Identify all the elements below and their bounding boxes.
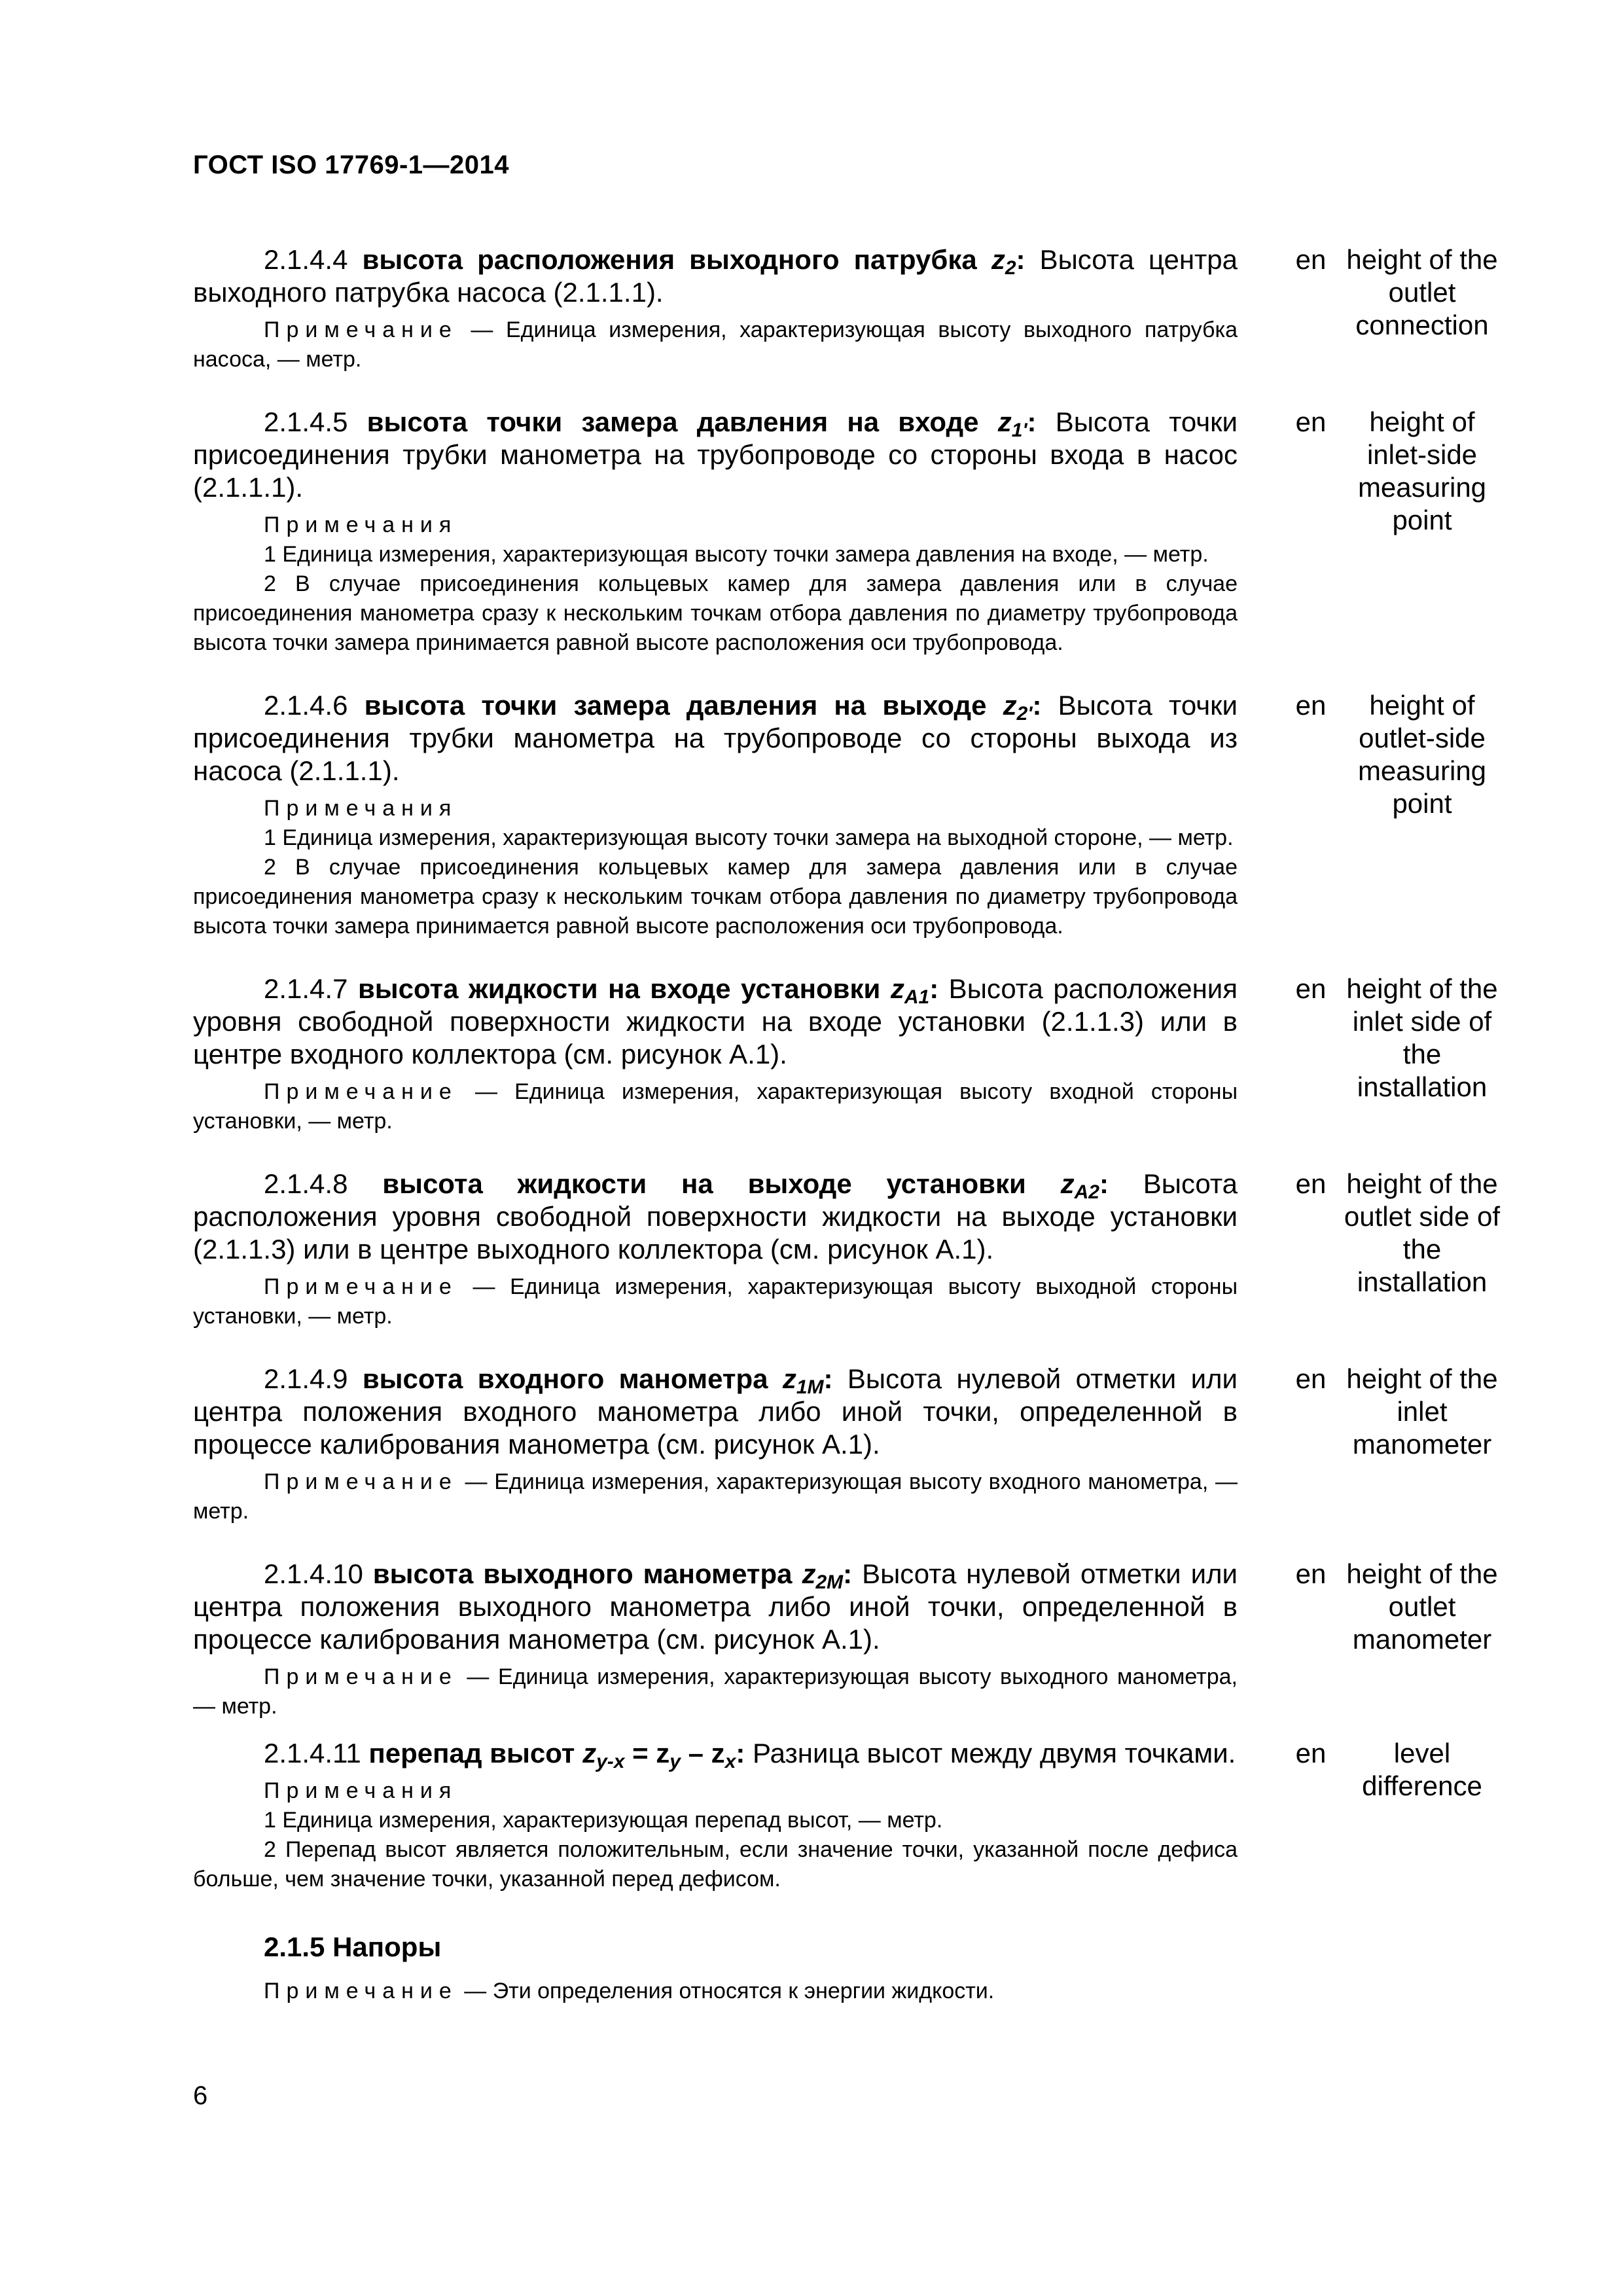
english-term: height of outlet-side measuring point [1357,690,1487,819]
language-code: en [1295,973,1327,1004]
term-definition: 2.1.4.11 перепад высот $z_{y-x} = z_y - z_x$: Разница высот между двумя точками. [264,1738,1236,1772]
language-code: en [1295,1168,1327,1199]
english-term: level difference [1362,1738,1482,1801]
term-note: 2 Перепад высот является положительным, если значение точки, указанной после дефиса больше, чем значение точки, указанной перед дефисом. [193,1837,1238,1892]
document-header: ГОСТ ISO 17769-1—2014 [193,151,509,179]
term-note: 2 В случае присоединения кольцевых камер для замера давления или в случае присоединения манометра сразу к нескольким точкам отбора давления по диаметру трубопровода высота точки замера принимается равной высоте расположения оси трубопровода. [193,571,1238,655]
term-entry [193,406,1502,658]
term-definition: 2.1.4.5 высота точки замера давления на входе $z_{1'}$: Высота точки присоединения трубки манометра на трубопроводе со стороны входа в насос (2.1.1.1). [193,406,1238,503]
term-entry [193,1737,1502,1894]
language-code: en [1295,1363,1327,1394]
term-definition: 2.1.4.4 высота расположения выходного патрубка $z_2$: Высота центра выходного патрубка насоса (2.1.1.1). [193,244,1238,308]
english-term: height of the inlet manometer [1346,1363,1498,1460]
section-title: 2.1.5 Напоры [264,1931,442,1962]
term-note: 2 В случае присоединения кольцевых камер для замера давления или в случае присоединения манометра сразу к нескольким точкам отбора давления по диаметру трубопровода высота точки замера принимается равной высоте расположения оси трубопровода. [193,855,1238,939]
term-definition: 2.1.4.10 высота выходного манометра $z_{2M}$: Высота нулевой отметки или центра положения выходного манометра либо иной точки, определенной в процессе калибрования манометра (см. рисунок А.1). [193,1558,1238,1655]
term-entry [193,1168,1502,1331]
notes-title: Примечания [264,1778,458,1803]
language-code: en [1295,1558,1327,1589]
section-note: Примечание — Эти определения относятся к энергии жидкости. [264,1979,995,2003]
term-definition: 2.1.4.7 высота жидкости на входе установки $z_{A1}$: Высота расположения уровня свободной поверхности жидкости на входе установки (2.1.1.3) или в центре входного коллектора (см. рисунок А.1). [193,973,1238,1069]
term-definition: 2.1.4.6 высота точки замера давления на выходе $z_{2'}$: Высота точки присоединения трубки манометра на трубопроводе со стороны выхода из насоса (2.1.1.1). [193,690,1238,786]
document-body [193,243,1502,2006]
language-code: en [1295,690,1327,721]
english-term: height of the outlet side of the installation [1344,1168,1501,1297]
term-entry [193,1363,1502,1526]
english-term: height of the outlet manometer [1346,1558,1498,1655]
term-note: 1 Единица измерения, характеризующая перепад высот, — метр. [264,1808,943,1833]
english-term: height of inlet-side measuring point [1357,406,1487,535]
term-note: 1 Единица измерения, характеризующая высоту точки замера давления на входе, — метр. [264,542,1209,567]
term-note: Примечание — Единица измерения, характеризующая высоту выходного патрубка насоса, — метр. [193,317,1238,372]
english-term: height of the outlet connection [1346,244,1498,340]
notes-title: Примечания [264,512,458,537]
term-note: Примечание — Единица измерения, характеризующая высоту входного манометра, — метр. [193,1469,1238,1524]
term-entry [193,689,1502,941]
term-entry [193,243,1502,374]
term-note: Примечание — Единица измерения, характеризующая высоту входной стороны установки, — метр. [193,1079,1238,1134]
term-entry [193,973,1502,1136]
term-note: 1 Единица измерения, характеризующая высоту точки замера на выходной стороне, — метр. [264,825,1234,850]
english-term: height of the inlet side of the installation [1346,973,1498,1102]
language-code: en [1295,406,1327,437]
notes-title: Примечания [264,796,458,821]
term-definition: 2.1.4.8 высота жидкости на выходе установки $z_{A2}$: Высота расположения уровня свободной поверхности жидкости на выходе установки (2.1.1.3) или в центре выходного коллектора (см. рисунок А.1). [193,1168,1238,1265]
page-number: 6 [193,2081,208,2110]
term-note: Примечание — Единица измерения, характеризующая высоту выходной стороны установки, — метр. [193,1274,1238,1329]
language-code: en [1295,244,1327,275]
term-note: Примечание — Единица измерения, характеризующая высоту выходного манометра, — метр. [193,1664,1238,1719]
term-definition: 2.1.4.9 высота входного манометра $z_{1M}$: Высота нулевой отметки или центра положения входного манометра либо иной точки, определенной в процессе калибрования манометра (см. рисунок А.1). [193,1363,1238,1460]
language-code: en [1295,1738,1327,1768]
term-entry [193,1558,1502,1721]
